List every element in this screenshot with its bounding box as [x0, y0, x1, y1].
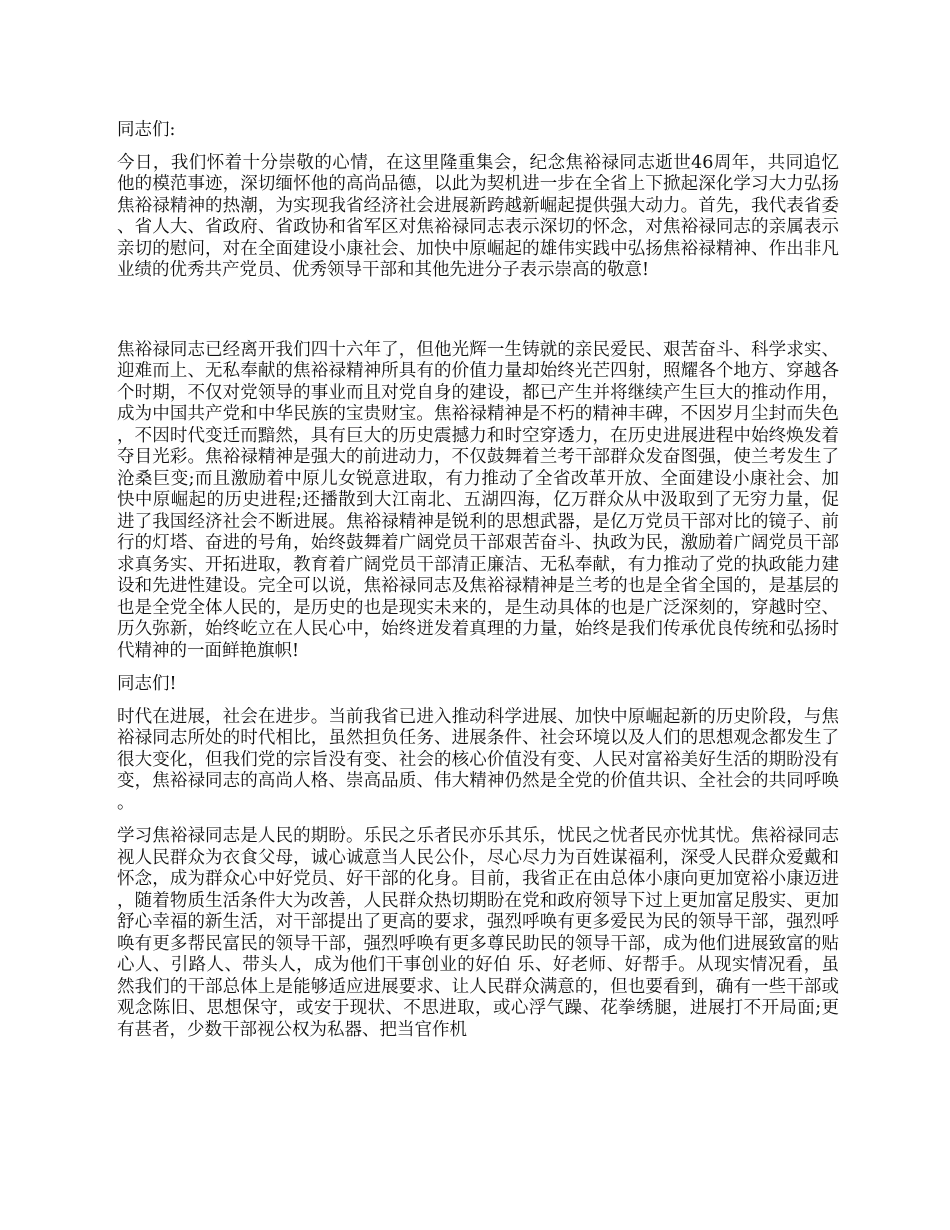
paragraph-expectation: 学习焦裕禄同志是人民的期盼。乐民之乐者民亦乐其乐，忧民之忧者民亦忧其忧。焦裕禄同志视人民群众为衣食父母，诚心诚意当人民公仆，尽心尽力为百姓谋福利，深受人民群众爱戴和怀念，成为群众心中好党员、好干部的化身。目前，我省正在由总体小康向更加宽裕小康迈进，随着物质生活条件大为改善，人民群众热切期盼在党和政府领导下过上更加富足殷实、更加舒心幸福的新生活，对干部提出了更高的要求，强烈呼唤有更多爱民为民的领导干部，强烈呼唤有更多帮民富民的领导干部，强烈呼唤有更多尊民助民的领导干部，成为他们进展致富的贴心人、引路人、带头人，成为他们干事创业的好伯 乐、好老师、好帮手。从现实情况看，虽然我们的干部总体上是能够适应进展要求、让人民群众满意的，但也要看到，确有一些干部或观念陈旧、思想保守，或安于现状、不思进取，或心浮气躁、花拳绣腿，进展打不开局面;更有甚者，少数干部视公权为私器、把当官作机: [117, 826, 839, 1040]
greeting-comrades: 同志们:: [117, 120, 176, 140]
greeting-comrades-2: 同志们!: [117, 674, 177, 694]
paragraph-era: 时代在进展，社会在进步。当前我省已进入推动科学进展、加快中原崛起新的历史阶段，与焦裕禄同志所处的时代相比，虽然担负任务、进展条件、社会环境以及人们的思想观念都发生了很大变化，但我们党的宗旨没有变、社会的核心价值没有变、人民对富裕美好生活的期盼没有变，焦裕禄同志的高尚人格、崇高品质、伟大精神仍然是全党的价值共识、全社会的共同呼唤。: [117, 706, 839, 813]
document-body: [117, 120, 839, 1053]
paragraph-opening: 今日，我们怀着十分崇敬的心情，在这里隆重集会，纪念焦裕禄同志逝世46周年，共同追忆他的模范事迹，深切缅怀他的高尚品德，以此为契机进一步在全省上下掀起深化学习大力弘扬焦裕禄精神的热潮，为实现我省经济社会进展新跨越新崛起提供强大动力。首先，我代表省委、省人大、省政府、省政协和省军区对焦裕禄同志表示深切的怀念，对焦裕禄同志的亲属表示亲切的慰问，对在全面建设小康社会、加快中原崛起的雄伟实践中弘扬焦裕禄精神、作出非凡业绩的优秀共产党员、优秀领导干部和其他先进分子表示崇高的敬意!: [117, 152, 839, 280]
paragraph-spirit: 焦裕禄同志已经离开我们四十六年了，但他光辉一生铸就的亲民爱民、艰苦奋斗、科学求实、迎难而上、无私奉献的焦裕禄精神所具有的价值力量却始终光芒四射，照耀各个地方、穿越各个时期，不仅对党领导的事业而且对党自身的建设，都已产生并将继续产生巨大的推动作用，成为中国共产党和中华民族的宝贵财宝。焦裕禄精神是不朽的精神丰碑，不因岁月尘封而失色，不因时代变迁而黯然，具有巨大的历史震撼力和时空穿透力，在历史进展进程中始终焕发着夺目光彩。焦裕禄精神是强大的前进动力，不仅鼓舞着兰考干部群众发奋图强，使兰考发生了沧桑巨变;而且激励着中原儿女锐意进取，有力推动了全省改革开放、全面建设小康社会、加快中原崛起的历史进程;还播散到大江南北、五湖四海，亿万群众从中汲取到了无穷力量，促进了我国经济社会不断进展。焦裕禄精神是锐利的思想武器，是亿万党员干部对比的镜子、前行的灯塔、奋进的号角，始终鼓舞着广阔党员干部艰苦奋斗、执政为民，激励着广阔党员干部求真务实、开拓进取，教育着广阔党员干部清正廉洁、无私奉献，有力推动了党的执政能力建设和先进性建设。完全可以说，焦裕禄同志及焦裕禄精神是兰考的也是全省全国的，是基层的也是全党全体人民的，是历史的也是现实未来的，是生动具体的也是广泛深刻的，穿越时空、历久弥新，始终屹立在人民心中，始终迸发着真理的力量，始终是我们传承优良传统和弘扬时代精神的一面鲜艳旗帜!: [117, 339, 839, 661]
